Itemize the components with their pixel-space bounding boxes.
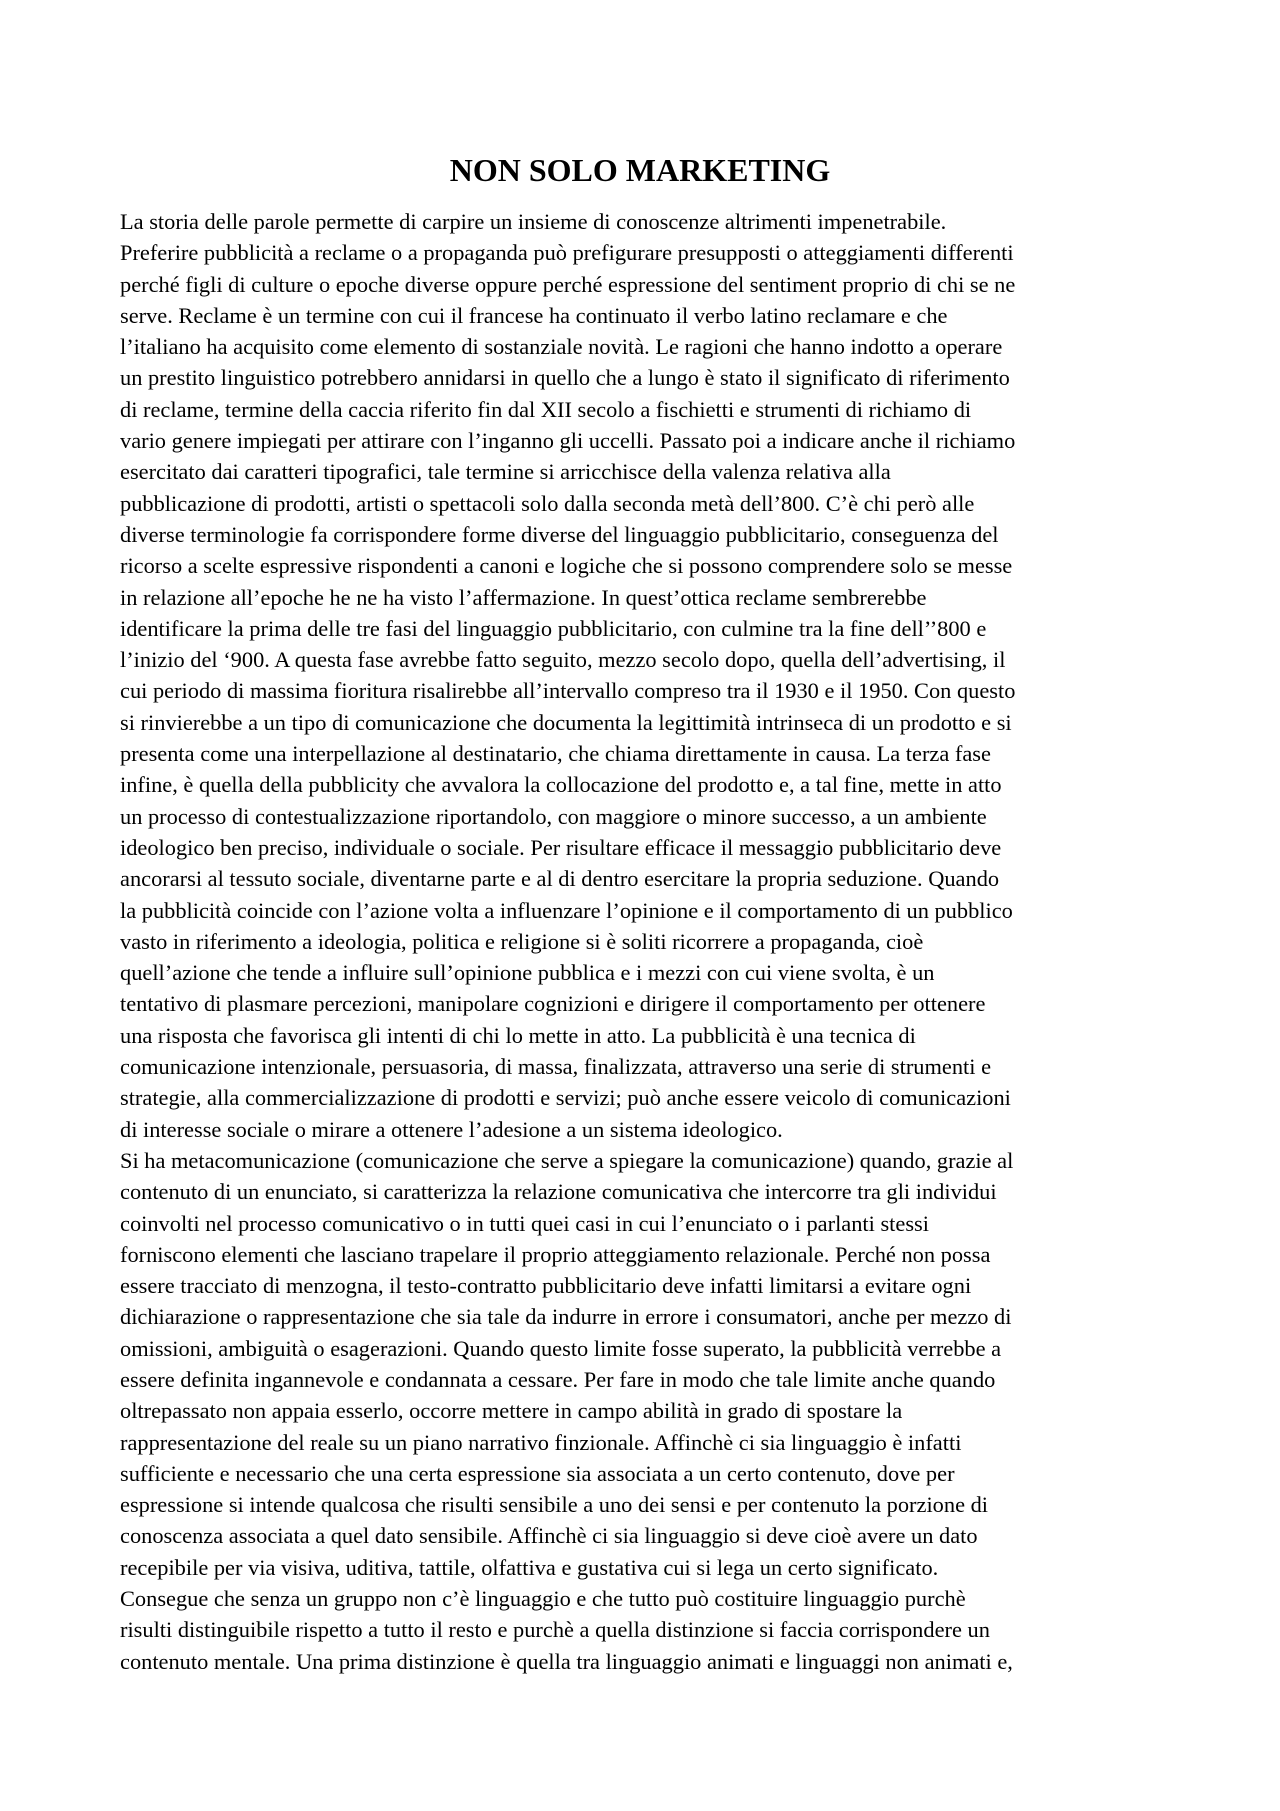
text-line: coinvolti nel processo comunicativo o in tutti quei casi in cui l’enunciato o i parlanti stessi [120, 1210, 929, 1236]
text-line: conoscenza associata a quel dato sensibile. Affinchè ci sia linguaggio si deve cioè avere un dato [120, 1523, 978, 1549]
text-line: vario genere impiegati per attirare con l’inganno gli uccelli. Passato poi a indicare anche il richiamo [120, 428, 1016, 454]
text-line: essere tracciato di menzogna, il testo-contratto pubblicitario deve infatti limitarsi a evitare ogni [120, 1273, 972, 1299]
text-line: pubblicazione di prodotti, artisti o spettacoli solo dalla seconda metà dell’800. C’è chi però alle [120, 490, 975, 516]
text-line: Consegue che senza un gruppo non c’è linguaggio e che tutto può costituire linguaggio purchè [120, 1586, 966, 1612]
document-body [120, 206, 1160, 1677]
text-line: risulti distinguibile rispetto a tutto il resto e purchè a quella distinzione si faccia corrispondere un [120, 1617, 990, 1643]
document-title: NON SOLO MARKETING [449, 152, 831, 188]
text-line: l’inizio del ‘900. A questa fase avrebbe fatto seguito, mezzo secolo dopo, quella dell’advertising, il [120, 647, 1006, 673]
text-line: forniscono elementi che lasciano trapelare il proprio atteggiamento relazionale. Perché non possa [120, 1241, 991, 1267]
text-line: comunicazione intenzionale, persuasoria, di massa, finalizzata, attraverso una serie di strumenti e [120, 1054, 992, 1080]
text-line: omissioni, ambiguità o esagerazioni. Quando questo limite fosse superato, la pubblicità verrebbe a [120, 1335, 1002, 1361]
text-line: La storia delle parole permette di carpire un insieme di conoscenze altrimenti impenetrabile. [120, 209, 947, 234]
text-line: di interesse sociale o mirare a ottenere l’adesione a un sistema ideologico. [120, 1116, 783, 1142]
text-line: tentativo di plasmare percezioni, manipolare cognizioni e dirigere il comportamento per ottenere [120, 991, 986, 1017]
text-line: ancorarsi al tessuto sociale, diventarne parte e al di dentro esercitare la propria seduzione. Quando [120, 866, 1000, 892]
text-line: quell’azione che tende a influire sull’opinione pubblica e i mezzi con cui viene svolta, è un [120, 960, 935, 986]
text-line: identificare la prima delle tre fasi del linguaggio pubblicitario, con culmine tra la fine dell’’800 e [120, 615, 987, 641]
text-line: ideologico ben preciso, individuale o sociale. Per risultare efficace il messaggio pubblicitario deve [120, 834, 1002, 860]
text-line: contenuto di un enunciato, si caratterizza la relazione comunicativa che intercorre tra gli individui [120, 1179, 997, 1205]
text-line: essere definita ingannevole e condannata a cessare. Per fare in modo che tale limite anche quando [120, 1366, 996, 1392]
text-line: recepibile per via visiva, uditiva, tattile, olfattiva e gustativa cui si lega un certo significato. [120, 1554, 939, 1580]
text-line: infine, è quella della pubblicity che avvalora la collocazione del prodotto e, a tal fine, mette in atto [120, 772, 1002, 798]
text-line: la pubblicità coincide con l’azione volta a influenzare l’opinione e il comportamento di un pubblico [120, 897, 1013, 923]
text-line: presenta come una interpellazione al destinatario, che chiama direttamente in causa. La terza fase [120, 741, 991, 767]
text-line: serve. Reclame è un termine con cui il francese ha continuato il verbo latino reclamare e che [120, 302, 948, 328]
text-line: cui periodo di massima fioritura risalirebbe all’intervallo compreso tra il 1930 e il 1950. Con questo [120, 678, 1016, 704]
text-line: Preferire pubblicità a reclame o a propaganda può prefigurare presupposti o atteggiamenti differenti [120, 240, 1014, 266]
text-line: di reclame, termine della caccia riferito fin dal XII secolo a fischietti e strumenti di richiamo di [120, 396, 972, 422]
text-line: perché figli di culture o epoche diverse oppure perché espressione del sentiment proprio di chi se ne [120, 271, 1016, 297]
text-line: ricorso a scelte espressive rispondenti a canoni e logiche che si possono comprendere solo se messe [120, 553, 1013, 579]
text-line: esercitato dai caratteri tipografici, tale termine si arricchisce della valenza relativa alla [120, 459, 891, 485]
text-line: strategie, alla commercializzazione di prodotti e servizi; può anche essere veicolo di comunicazioni [120, 1085, 1011, 1111]
text-line: una risposta che favorisca gli intenti di chi lo mette in atto. La pubblicità è una tecnica di [120, 1022, 916, 1048]
text-line: dichiarazione o rappresentazione che sia tale da indurre in errore i consumatori, anche per mezzo di [120, 1304, 1012, 1330]
text-line: diverse terminologie fa corrispondere forme diverse del linguaggio pubblicitario, conseguenza del [120, 521, 999, 547]
text-line: vasto in riferimento a ideologia, politica e religione si è soliti ricorrere a propaganda, cioè [120, 928, 924, 954]
text-line: Si ha metacomunicazione (comunicazione che serve a spiegare la comunicazione) quando, grazie al [120, 1147, 1014, 1173]
text-line: l’italiano ha acquisito come elemento di sostanziale novità. Le ragioni che hanno indotto a operare [120, 334, 1003, 360]
text-line: sufficiente e necessario che una certa espressione sia associata a un certo contenuto, dove per [120, 1460, 955, 1486]
text-line: rappresentazione del reale su un piano narrativo finzionale. Affinchè ci sia linguaggio è infatti [120, 1429, 962, 1455]
text-line: in relazione all’epoche he ne ha visto l’affermazione. In quest’ottica reclame sembrerebbe [120, 584, 927, 610]
text-line: si rinvierebbe a un tipo di comunicazione che documenta la legittimità intrinseca di un prodotto e si [120, 709, 1012, 735]
text-line: espressione si intende qualcosa che risulti sensibile a uno dei sensi e per contenuto la porzione di [120, 1492, 989, 1518]
text-line: oltrepassato non appaia esserlo, occorre mettere in campo abilità in grado di spostare la [120, 1398, 903, 1424]
text-line: un processo di contestualizzazione riportandolo, con maggiore o minore successo, a un ambiente [120, 803, 987, 829]
text-line: contenuto mentale. Una prima distinzione è quella tra linguaggio animati e linguaggi non animati e, [120, 1648, 1013, 1674]
text-line: un prestito linguistico potrebbero annidarsi in quello che a lungo è stato il significato di riferimento [120, 365, 1010, 391]
